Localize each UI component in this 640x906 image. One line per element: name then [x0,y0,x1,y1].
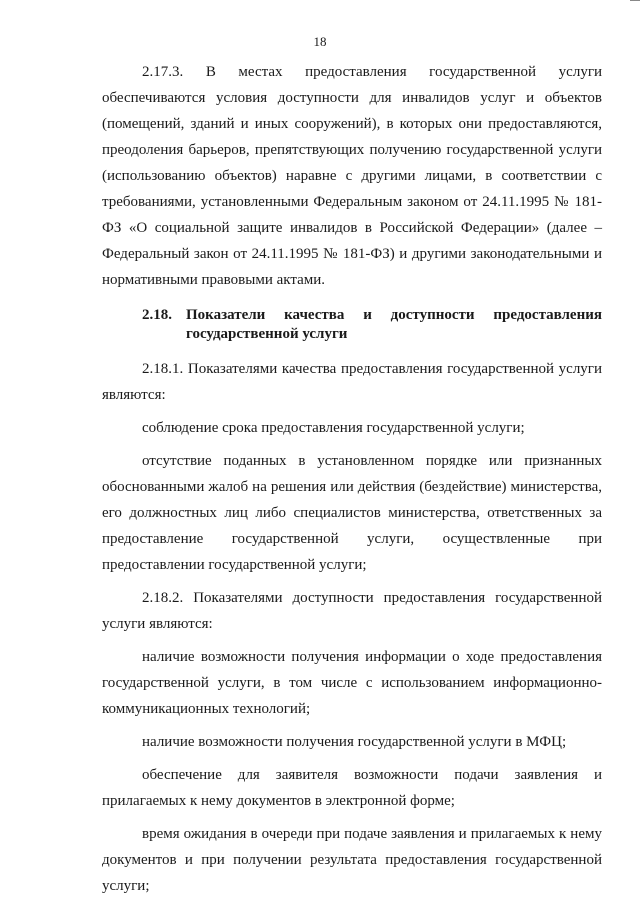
heading-text: Показатели качества и доступности предоставления государственной услуги [186,307,602,342]
list-item: соблюдение срока предоставления государственной услуги; [142,420,525,436]
page-number: 18 [313,34,327,49]
list-item: отсутствие поданных в установленном порядке или признанных обоснованными жалоб на решения или действия (бездействие) министерства, его должностных лиц либо специалистов министерства, ответственных за предоставление государственной услуги, осуществленные при предоставлении государственной услуги; [102,453,602,573]
paragraph-2-17-3: 2.17.3. В местах предоставления государственной услуги обеспечиваются условия доступности для инвалидов услуг и объектов (помещений, зданий и иных сооружений), в которых они предоставляются, преодоления барьеров, препятствующих получению государственной услуги (использованию объектов) наравне с другими лицами, в соответствии с требованиями, установленными Федеральным законом от 24.11.1995 № 181-ФЗ «О социальной защите инвалидов в Российской Федерации» (далее – Федеральный закон от 24.11.1995 № 181-ФЗ) и другими законодательными и нормативными правовыми актами. [102,64,602,288]
paragraph-2-18-2-intro: 2.18.2. Показателями доступности предоставления государственной услуги являются: [102,590,602,632]
list-item: наличие возможности получения информации о ходе предоставления государственной услуги, в том числе с использованием информационно-коммуникационных технологий; [102,649,602,717]
scan-edge-mark [630,0,640,1]
heading-number: 2.18. [142,307,172,323]
list-item: время ожидания в очереди при подаче заявления и прилагаемых к нему документов и при получении результата предоставления государственной услуги; [102,826,602,894]
paragraph-2-18-1-intro: 2.18.1. Показателями качества предоставления государственной услуги являются: [102,361,602,403]
page-content [102,59,602,906]
list-item: наличие возможности получения государственной услуги в МФЦ; [142,734,567,750]
list-item: обеспечение для заявителя возможности подачи заявления и прилагаемых к нему документов в электронной форме; [102,767,602,809]
section-heading-2-18 [102,306,602,344]
